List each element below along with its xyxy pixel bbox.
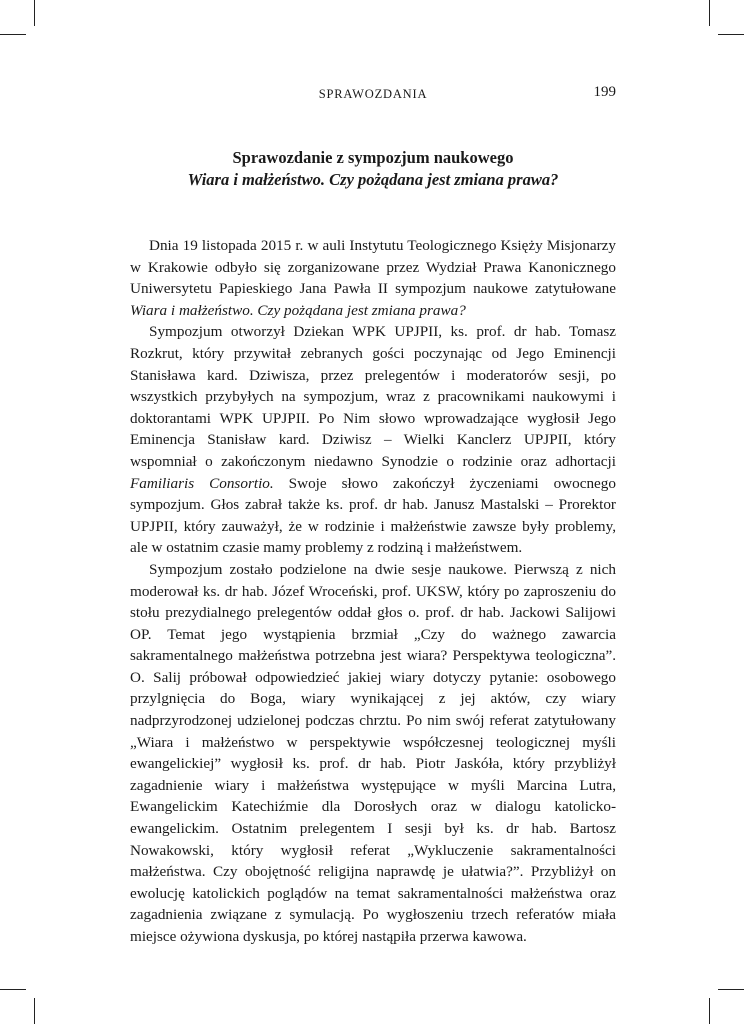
running-head-section: SPRAWOZDANIA: [318, 87, 428, 101]
crop-mark: [34, 998, 35, 1024]
crop-mark: [718, 989, 744, 990]
title-line-2: Wiara i małżeństwo. Czy pożądana jest zmiana prawa?: [187, 170, 559, 189]
title-line-1: Sprawozdanie z sympozjum naukowego: [232, 148, 514, 167]
crop-mark: [718, 34, 744, 35]
crop-mark: [0, 34, 26, 35]
running-head: [130, 84, 616, 104]
paragraph-italic: Wiara i małżeństwo. Czy pożądana jest zmiana prawa?: [130, 301, 466, 319]
paragraph: [130, 559, 616, 948]
paragraph-text: Sympozjum otworzył Dziekan WPK UPJPII, ks. prof. dr hab. Tomasz Rozkrut, który przywitał zebranych gości poczynając od Jego Eminencji Stanisława kard. Dziwisza, przez prelegentów i moderatorów sesji, po wszystkich przybyłych na sympozjum, wraz z pracownikami naukowymi i doktorantami WPK UPJPII. Po Nim słowo wprowadzające wygłosił Jego Eminencja Stanisław kard. Dziwisz – Wielki Kanclerz UPJPII, który wspomniał o zakończonym niedawno Synodzie o rodzinie oraz adhortacji: [130, 323, 616, 470]
crop-mark: [709, 0, 710, 26]
crop-mark: [34, 0, 35, 26]
body-text: [130, 235, 616, 948]
paragraph-text: Sympozjum zostało podzielone na dwie sesje naukowe. Pierwszą z nich moderował ks. dr hab. Józef Wroceński, prof. UKSW, który po zaproszeniu do stołu prezydialnego prelegentów oddał głos o. prof. dr hab. Jackowi Salijowi OP. Temat jego wystąpienia brzmiał „Czy do ważnego zawarcia sakramentalnego małżeństwa potrzebna jest wiara? Perspektywa teologiczna”. O. Salij próbował odpowiedzieć jakiej wiary dotyczy pytanie: osobowego przylgnięcia do Boga, wiary wynikającej z jej aktów, czy wiary nadprzyrodzonej udzielonej podczas chrztu. Po nim swój referat zatytułowany „Wiara i małżeństwo w perspektywie współczesnej teologicznej myśli ewangelickiej” wygłosił ks. prof. dr hab. Piotr Jaskóła, który przybliżył zagadnienie wiary i małżeństwa występujące w myśli Marcina Lutra, Ewangelickim Katechiźmie dla Dorosłych oraz w dialogu katolicko-ewangelickim. Ostatnim prelegentem I sesji był ks. dr hab. Bartosz Nowakowski, który wygłosił referat „Wykluczenie sakramentalności małżeństwa. Czy obojętność religijna naprawdę je ułatwia?”. Przybliżył on ewolucję katolickich poglądów na temat sakramentalności małżeństwa oraz zagadnienia związane z symulacją. Po wygłoszeniu trzech referatów miała miejsce ożywiona dyskusja, po której nastąpiła przerwa kawowa.: [130, 560, 616, 945]
article-title: [130, 147, 616, 191]
paragraph-text: Swoje słowo zakończył życzeniami owocnego sympozjum. Głos zabrał także ks. prof. dr hab. Janusz Mastalski – Prorektor UPJPII, który zauważył, że w rodzinie i małżeństwie zawsze były problemy, ale w ostatnim czasie mamy problemy z rodziną i małżeństwem.: [130, 474, 616, 557]
crop-mark: [709, 998, 710, 1024]
crop-mark: [0, 989, 26, 990]
paragraph-text: Dnia 19 listopada 2015 r. w auli Instytutu Teologicznego Księży Misjonarzy w Krakowie odbyło się zorganizowane przez Wydział Prawa Kanonicznego Uniwersytetu Papieskiego Jana Pawła II sympozjum naukowe zatytułowane: [130, 237, 616, 298]
paragraph-italic: Familiaris Consortio.: [130, 474, 274, 492]
page-number: 199: [593, 84, 616, 100]
paragraph: [130, 321, 616, 559]
paragraph: [130, 235, 616, 321]
